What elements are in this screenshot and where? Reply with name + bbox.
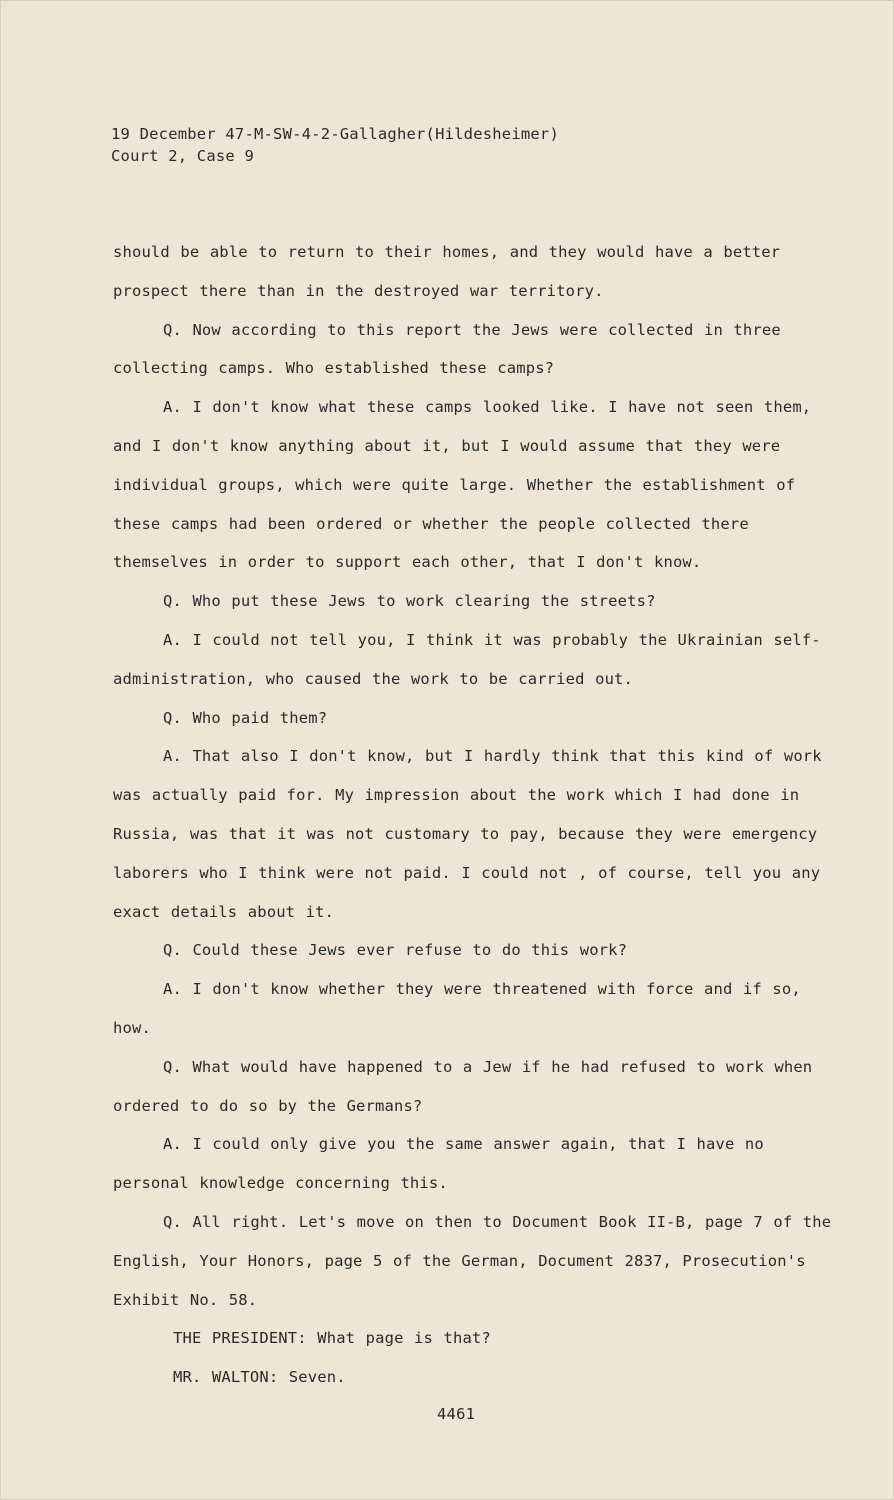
transcript-body	[113, 233, 833, 1397]
header-session-line: 19 December 47-M-SW-4-2-Gallagher(Hildesheimer)	[111, 125, 559, 143]
counsel-statement: MR. WALTON: Seven.	[173, 1368, 346, 1387]
question-paragraph: Q. All right. Let's move on then to Document Book II-B, page 7 of the English, Your Honors, page 5 of the German, Document 2837, Prosecution's Exhibit No. 58.	[113, 1212, 832, 1309]
question-paragraph: Q. Now according to this report the Jews were collected in three collecting camps. Who established these camps?	[113, 320, 781, 378]
answer-paragraph: A. That also I don't know, but I hardly think that this kind of work was actually paid for. My impression about the work which I had done in Russia, was that it was not customary to pay, because they were emergency laborers who I think were not paid. I could not , of course, tell you any exact details about it.	[113, 747, 822, 921]
page-number: 4461	[437, 1405, 476, 1423]
president-statement: THE PRESIDENT: What page is that?	[173, 1329, 491, 1348]
question-paragraph: Q. What would have happened to a Jew if he had refused to work when ordered to do so by the Germans?	[113, 1057, 813, 1115]
question-paragraph: Q. Could these Jews ever refuse to do this work?	[163, 941, 628, 960]
transcript-header	[111, 123, 559, 167]
answer-paragraph: A. I could not tell you, I think it was probably the Ukrainian self-administration, who caused the work to be carried out.	[113, 630, 821, 688]
answer-paragraph: A. I don't know what these camps looked like. I have not seen them, and I don't know anything about it, but I would assume that they were individual groups, which were quite large. Whether the establishment of these camps had been ordered or whether the people collected there themselves in order to support each other, that I don't know.	[113, 398, 812, 572]
answer-paragraph: A. I could only give you the same answer again, that I have no personal knowledge concerning this.	[113, 1135, 764, 1193]
question-paragraph: Q. Who put these Jews to work clearing the streets?	[163, 592, 656, 611]
header-court-line: Court 2, Case 9	[111, 147, 254, 165]
answer-paragraph: A. I don't know whether they were threatened with force and if so, how.	[113, 980, 801, 1037]
question-paragraph: Q. Who paid them?	[163, 708, 328, 727]
paragraph-continuation: should be able to return to their homes, and they would have a better prospect there than in the destroyed war territory.	[113, 243, 781, 300]
